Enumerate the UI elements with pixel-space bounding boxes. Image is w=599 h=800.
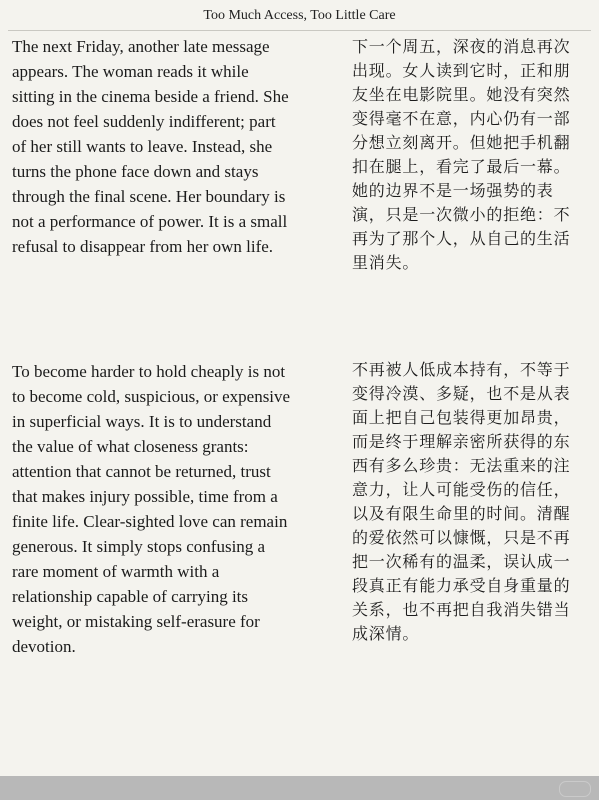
chinese-paragraph-2: 不再被人低成本持有，不等于 变得冷漠、多疑，也不是从表 面上把自己包装得更加昂贵， 而是终于理解亲密所获得的东 西有多么珍贵：无法重来的注 意力，让人可能受伤的信任， 以及有限生命里的时间。清醒 的爱依然可以慷慨，只是不再 把一次稀有的温柔，误认成一 段真正有能力承受自身重量的 关系，也不再把自我消失错当 成深情。: [352, 360, 571, 643]
english-paragraph-2: To become harder to hold cheaply is not to become cold, suspicious, or expensive in superficial ways. It is to understand the value of what closeness grants: attention that cannot be returned, trust that makes injury possible, time from a finite life. Clear-sighted love can remain generous. It simply stops confusing a rare moment of warmth with a relationship capable of carrying its weight, or mistaking self-erasure for devotion.: [12, 362, 291, 656]
page-title: Too Much Access, Too Little Care: [203, 8, 396, 23]
bottom-bar: [0, 776, 599, 800]
watermark-logo: [559, 781, 591, 797]
chinese-paragraph-1: 下一个周五，深夜的消息再次 出现。女人读到它时，正和朋 友坐在电影院里。她没有突然 变得毫不在意，内心仍有一部 分想立刻离开。但她把手机翻 扣在腿上，看完了最后一幕。 她的边界不是一场强势的表 演，只是一次微小的拒绝：不 再为了那个人，从自己的生活 里消失。: [352, 37, 571, 272]
header-divider: [8, 30, 591, 31]
english-paragraph-1: The next Friday, another late message appears. The woman reads it while sitting in the cinema beside a friend. She does not feel suddenly indifferent; part of her still wants to leave. Instead, she turns the phone face down and stays through the final scene. Her boundary is not a performance of power. It is a small refusal to disappear from her own life.: [12, 37, 289, 256]
